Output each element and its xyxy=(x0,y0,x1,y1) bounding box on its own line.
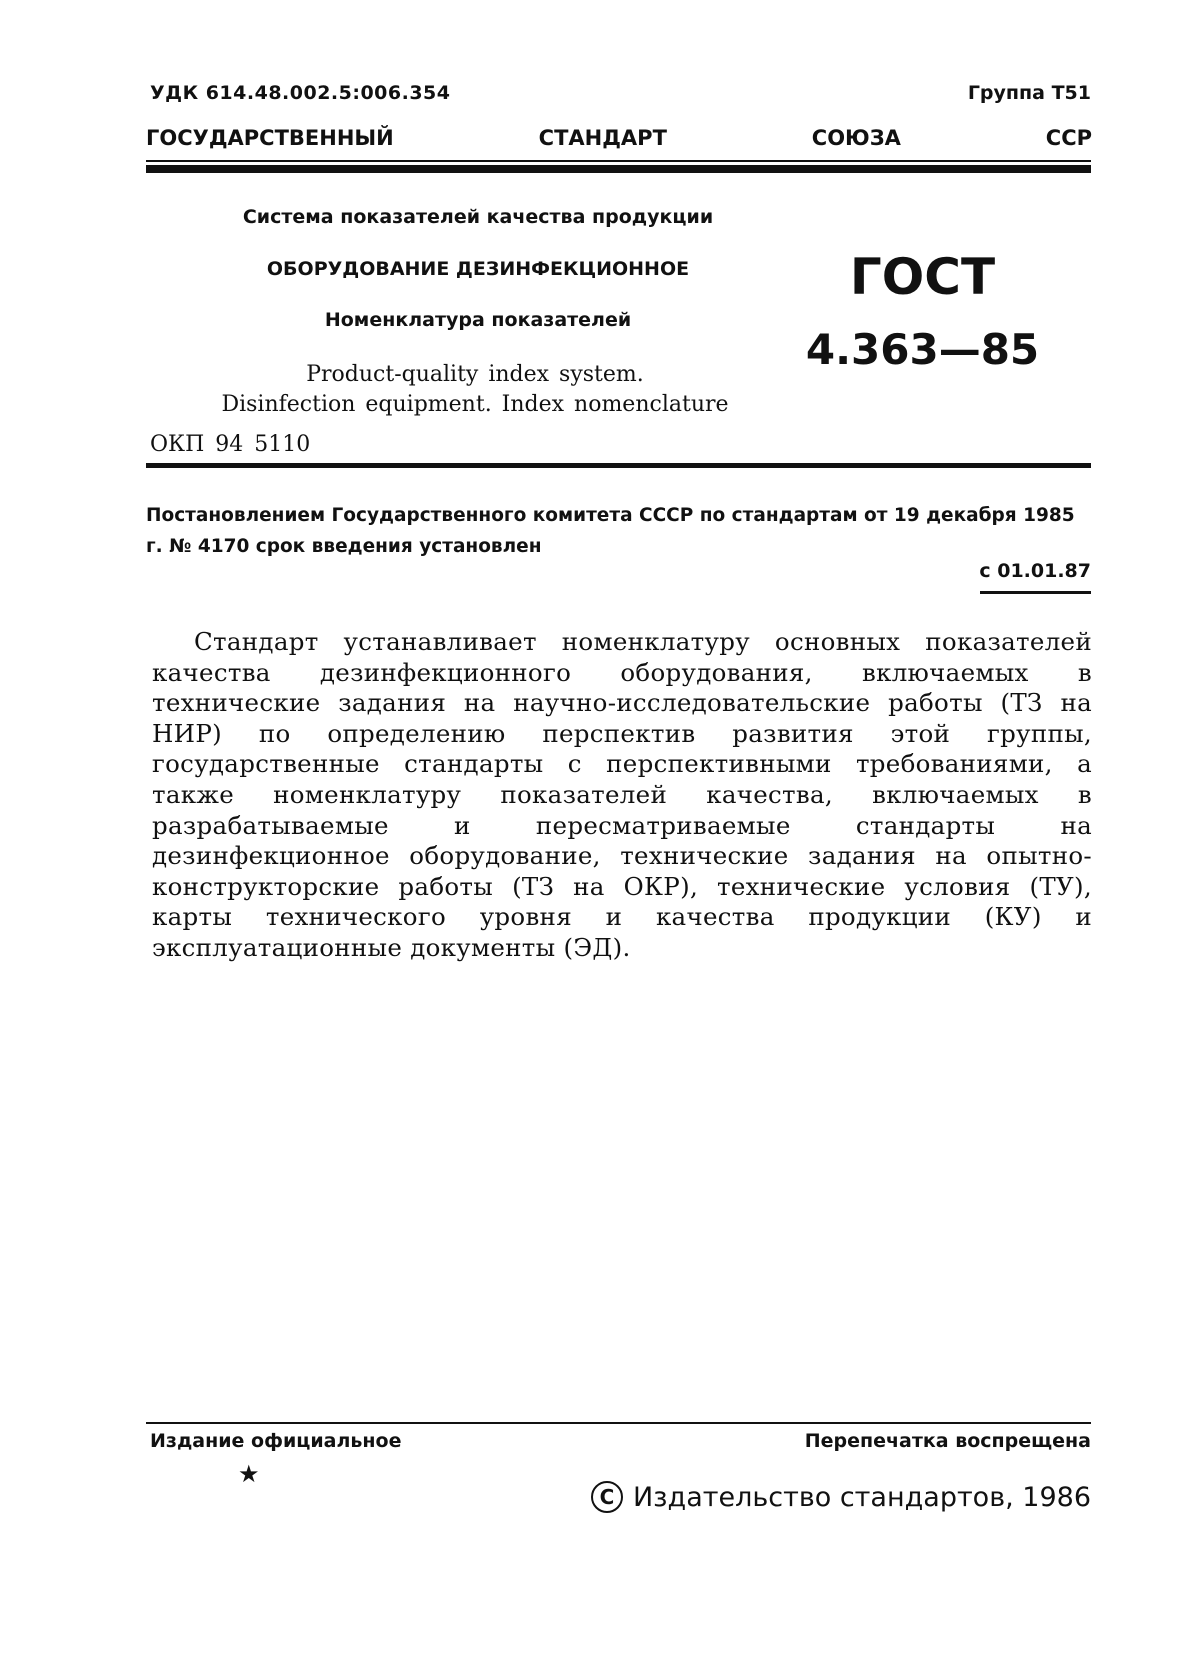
state-standard-word-3: СОЮЗА xyxy=(811,126,901,150)
reprint-notice: Перепечатка воспрещена xyxy=(804,1430,1091,1452)
state-standard-word-4: ССР xyxy=(1045,126,1092,150)
english-title-line-1: Product-quality index system. xyxy=(306,362,644,387)
star-icon: ★ xyxy=(238,1460,260,1488)
top-divider-thin xyxy=(146,160,1091,162)
middle-divider xyxy=(146,463,1091,468)
system-title: Система показателей качества продукции xyxy=(242,206,714,228)
state-standard-word-2: СТАНДАРТ xyxy=(538,126,667,150)
state-standard-heading xyxy=(146,126,1092,150)
bottom-divider xyxy=(146,1422,1091,1424)
gost-number: 4.363—85 xyxy=(805,325,1040,374)
publisher-line xyxy=(591,1481,1091,1513)
edition-label: Издание официальное xyxy=(150,1430,402,1452)
gost-label: ГОСТ xyxy=(849,248,996,306)
decree-text: Постановлением Государственного комитета СССР по стандартам от 19 декабря 1985 г. № 4170 срок введения установлен xyxy=(146,505,1075,557)
date-underline xyxy=(980,591,1091,594)
english-title xyxy=(210,360,740,420)
equipment-title: ОБОРУДОВАНИЕ ДЕЗИНФЕКЦИОННОЕ xyxy=(266,258,690,280)
udk-code: УДК 614.48.002.5:006.354 xyxy=(150,82,451,104)
copyright-icon: С xyxy=(591,1481,623,1513)
okp-code: ОКП 94 5110 xyxy=(150,432,311,457)
state-standard-word-1: ГОСУДАРСТВЕННЫЙ xyxy=(146,126,394,150)
group-code: Группа Т51 xyxy=(967,82,1091,104)
top-divider-thick xyxy=(146,165,1091,173)
nomenclature-subtitle: Номенклатура показателей xyxy=(324,309,632,331)
english-title-line-2: Disinfection equipment. Index nomenclature xyxy=(221,392,729,417)
publisher-text: Издательство стандартов, 1986 xyxy=(632,1481,1091,1513)
body-paragraph: Стандарт устанавливает номенклатуру основных показателей качества дезинфекционного оборудования, включаемых в технические задания на научно-исследовательские работы (ТЗ на НИР) по определению перспектив развития этой группы, государственные стандарты с перспективными требованиями, а также номенклатуру показателей качества, включаемых в разрабатываемые и пересматриваемые стандарты на дезинфекционное оборудование, технические задания на опытно-конструкторские работы (ТЗ на ОКР), технические условия (ТУ), карты технического уровня и качества продукции (КУ) и эксплуатационные документы (ЭД). xyxy=(152,627,1092,962)
effective-date: с 01.01.87 xyxy=(979,560,1091,582)
